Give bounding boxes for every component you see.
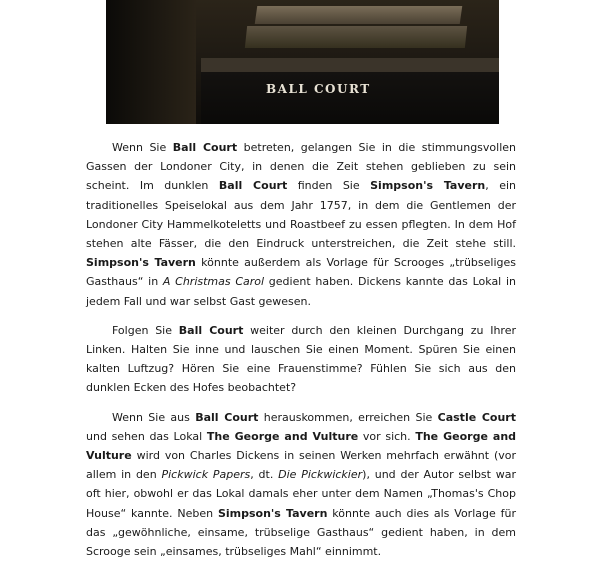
italic-text: A Christmas Carol — [162, 275, 265, 289]
text-run: Wenn Sie — [112, 141, 173, 154]
text-run: , ein traditionelles Speiselokal aus dem Jahr 1757, in dem die Gentlemen der Londoner City Hammelkoteletts und Roastbeef zu essen pflegten. In dem Hof stehen alte Fässer, die den Eindruck unterstreichen, die Zeit stehe still. — [86, 179, 517, 251]
text-run: und sehen das Lokal — [86, 429, 207, 443]
text-run: könnte auch dies als Vorlage für das „gewöhnliche, einsame, trübselige Gasthaus“ gedient haben, in dem Scrooge sein „einsames, trübseliges Mahl“ einnimmt. — [86, 506, 516, 559]
bold-text: Simpson's Tavern — [86, 256, 196, 270]
photo-wall — [106, 0, 196, 124]
photo-sign-text: BALL COURT — [266, 82, 371, 96]
text-run: könnte außerdem als Vorlage für Scrooges „trübseliges Gasthaus“ in — [86, 256, 516, 289]
bold-text: Simpson's Tavern — [217, 506, 328, 520]
text-run: vor sich. — [358, 429, 416, 443]
bold-text: The George and Vulture — [86, 429, 517, 463]
text-run: Wenn Sie aus — [112, 410, 196, 424]
body-text — [86, 138, 516, 571]
ball-court-photo — [106, 0, 499, 124]
bold-text: Ball Court — [172, 141, 238, 154]
text-run: ), und der Autor selbst war oft hier, obwohl er das Lokal damals eher unter dem Namen „Thomas's Chop House“ kannte. Neben — [86, 468, 517, 520]
text-run: weiter durch den kleinen Durchgang zu Ihrer Linken. Halten Sie inne und lauschen Sie einen Moment. Spüren Sie einen kalten Luftzug? Hören Sie eine Frauenstimme? Fühlen Sie sich aus den dunklen Ecken des Hofes beobachtet? — [86, 323, 517, 395]
italic-text: Die Pickwickier — [278, 468, 363, 482]
bold-text: Ball Court — [195, 410, 259, 424]
bold-text: Ball Court — [178, 323, 244, 337]
text-run: , dt. — [250, 468, 279, 482]
text-run: wird von Charles Dickens in seinen Werken mehrfach erwähnt (vor allem in den — [86, 449, 516, 482]
text-run: herauskommen, erreichen Sie — [258, 410, 438, 424]
photo-ledge — [201, 58, 499, 72]
text-run: betreten, gelangen Sie in die stimmungsvollen Gassen der Londoner City, in denen die Zeit stehen geblieben zu sein scheint. Im dunklen — [86, 141, 516, 193]
text-run: gedient haben. Dickens kannte das Lokal in jedem Fall und war selbst Gast gewesen. — [86, 275, 516, 308]
bold-text: Castle Court — [437, 410, 516, 424]
paragraph-3 — [86, 408, 516, 562]
bold-text: The George and Vulture — [206, 429, 359, 443]
photo-step-lower — [245, 26, 467, 48]
photo-step — [255, 6, 463, 24]
paragraph-1 — [86, 138, 516, 311]
text-run: Folgen Sie — [112, 323, 179, 337]
bold-text: Simpson's Tavern — [370, 179, 486, 193]
italic-text: Pickwick Papers — [161, 468, 251, 482]
paragraph-2 — [86, 321, 516, 398]
text-run: finden Sie — [287, 179, 371, 193]
bold-text: Ball Court — [218, 179, 288, 193]
photo-sign-board — [201, 72, 499, 124]
